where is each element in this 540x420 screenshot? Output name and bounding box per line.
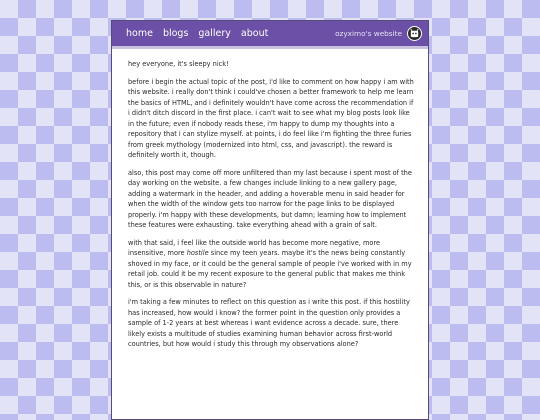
- post-paragraph-3-end: since my teen years. maybe it's the news being constantly shoved in my face, or it could be the general sample of people i've worked with in my retail job. could it be my recent exposure to the general public that makes me think this, or is this observable in nature?: [128, 249, 412, 289]
- page-container: [111, 20, 429, 420]
- nav-home-link[interactable]: home: [126, 28, 153, 39]
- blog-post-body: [112, 49, 428, 350]
- site-header: [112, 21, 428, 49]
- nav-about-link[interactable]: about: [240, 28, 269, 39]
- post-greeting: hey everyone, it's sleepy nick!: [128, 60, 229, 68]
- post-paragraph-4: i'm taking a few minutes to reflect on this question as i write this post. if this hostility has increased, how would i know? the former point in the question only provides a sample of 1-2 years at best whereas i want evidence across a decade. sure, there likely exists a multitude of studies examining human behavior across first-world countries, but how would i study this through my observations alone?: [128, 298, 410, 348]
- post-paragraph-3: [128, 238, 414, 291]
- post-paragraph-2: also, this post may come off more unfiltered than my last because i spent most of the day working on the website. a few changes include linking to a new gallery page, adding a watermark in the header, and adding a hoverable menu in said header for when the width of the window gets too narrow for the page links to be displayed properly. i'm happy with these developments, but damn; learning how to implement these features were exhausting. take everything ahead with a grain of salt.: [128, 168, 412, 229]
- post-paragraph-3-start: with that said, i feel like the outside world has become more negative, more insensitive, more: [128, 238, 381, 257]
- nav-gallery-link[interactable]: gallery: [198, 28, 231, 39]
- post-emphasis-hostile: hostile: [186, 249, 209, 257]
- site-logo-icon: [407, 26, 422, 41]
- post-paragraph-1: before i begin the actual topic of the post, i'd like to comment on how happy i am with this website. i really don't think i could've chosen a better framework to help me learn the basics of HTML, and i definitely wouldn't have come across the recommendation if i didn't ditch discord in the first place. i can't wait to see what my blog posts look like in the future; even if nobody reads these, i'm happy to dump my thoughts into a repository that i can stylize myself. at points, i do feel like i'm fighting the three furies from greek mythology (modernized into html, css, and javascript). the reward is definitely worth it, though.: [128, 77, 414, 159]
- main-nav: [126, 28, 268, 39]
- nav-blogs-link[interactable]: blogs: [162, 28, 189, 39]
- site-name-watermark: ozyximo's website: [335, 29, 402, 38]
